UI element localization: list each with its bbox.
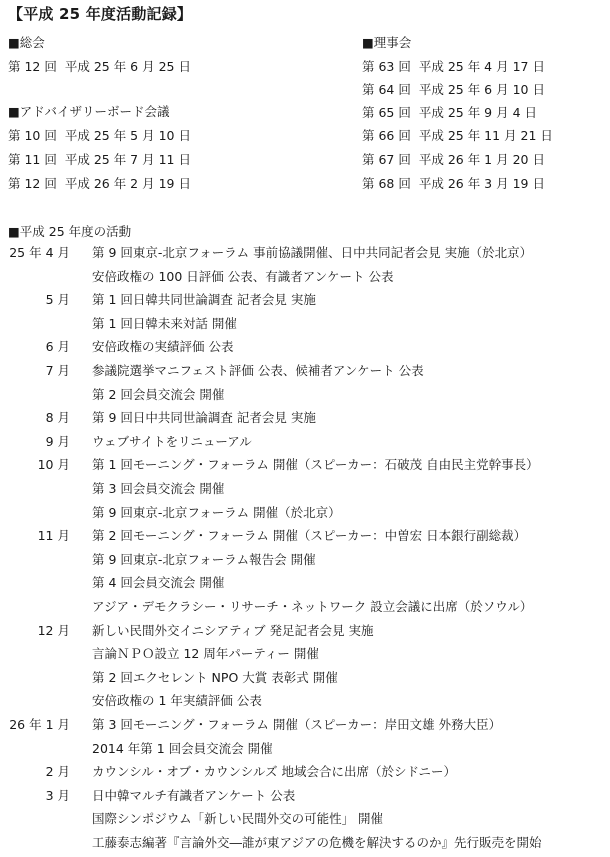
activity-row: [0, 314, 610, 338]
activity-row: [0, 479, 610, 503]
board-item: [362, 80, 545, 98]
activity-row: [0, 290, 610, 314]
activity-text: 国際シンポジウム「新しい民間外交の可能性」 開催: [92, 811, 384, 827]
meeting-date: 平成 25 年 9 月 4 日: [418, 105, 538, 120]
activity-row: [0, 644, 610, 668]
activity-row: [0, 243, 610, 267]
meeting-number: 第 12 回: [8, 59, 57, 74]
meeting-date: 平成 25 年 7 月 11 日: [64, 152, 191, 167]
meeting-date: 平成 25 年 6 月 25 日: [64, 59, 191, 74]
activity-text: 第 9 回東京-北京フォーラム 開催（於北京）: [92, 504, 341, 520]
activities-heading: ■平成 25 年度の活動: [8, 224, 132, 239]
activity-row: [0, 786, 610, 810]
activity-text: 第 2 回モーニング・フォーラム 開催（スピーカー：中曽宏 日本銀行副総裁）: [92, 528, 527, 544]
board-item: [362, 126, 553, 144]
activity-row: [0, 668, 610, 692]
meeting-number: 第 11 回: [8, 152, 57, 167]
activity-row: [0, 361, 610, 385]
activity-row: [0, 739, 610, 763]
activity-text: 第 1 回モーニング・フォーラム 開催（スピーカー：石破茂 自由民主党幹事長）: [92, 457, 539, 473]
activity-text: カウンシル・オブ・カウンシルズ 地域会合に出席（於シドニー）: [92, 764, 456, 780]
activity-text: 安倍政権の実績評価 公表: [92, 339, 234, 355]
advisory-board-heading: ■アドバイザリーボード会議: [8, 104, 170, 119]
activity-row: [0, 550, 610, 574]
meeting-date: 平成 25 年 5 月 10 日: [64, 128, 191, 143]
meeting-number: 第 12 回: [8, 176, 57, 191]
activity-text: 第 9 回東京-北京フォーラム 事前協議開催、日中共同記者会見 実施（於北京）: [92, 245, 533, 260]
advisory-board-item: [8, 126, 191, 144]
activity-text: 参議院選挙マニフェスト評価 公表、候補者アンケート 公表: [92, 363, 424, 378]
meeting-number: 第 65 回: [362, 105, 411, 120]
activity-month: 7 月: [45, 363, 70, 378]
board-item: [362, 57, 545, 75]
activity-month: 12 月: [37, 622, 70, 638]
board-heading: ■理事会: [362, 35, 412, 50]
activity-row: [0, 385, 610, 409]
activity-row: [0, 455, 610, 479]
activity-text: 第 1 回日韓共同世論調査 記者会見 実施: [92, 292, 316, 308]
activity-text: 第 3 回モーニング・フォーラム 開催（スピーカー：岸田文雄 外務大臣）: [92, 717, 502, 732]
meeting-date: 平成 25 年 11 月 21 日: [418, 128, 553, 143]
board-item: [362, 103, 537, 121]
activity-text: 安倍政権の 1 年実績評価 公表: [92, 693, 262, 709]
activity-row: [0, 809, 610, 833]
activity-month: 5 月: [45, 292, 70, 308]
activity-text: 日中韓マルチ有識者アンケート 公表: [92, 787, 296, 803]
meeting-number: 第 63 回: [362, 59, 411, 74]
activity-month: 6 月: [45, 339, 70, 355]
activity-text: 2014 年第 1 回会員交流会 開催: [92, 740, 273, 756]
activity-month: 10 月: [37, 457, 70, 473]
activity-row: [0, 621, 610, 645]
general-assembly-item: [8, 57, 191, 75]
activity-text: 第 9 回日中共同世論調査 記者会見 実施: [92, 410, 316, 426]
activity-row: [0, 573, 610, 597]
activity-month: 3 月: [45, 787, 70, 803]
activity-text: 第 2 回エクセレント NPO 大賞 表彰式 開催: [92, 669, 338, 685]
meeting-date: 平成 25 年 4 月 17 日: [418, 59, 545, 74]
activity-text: 第 1 回日韓未来対話 開催: [92, 315, 237, 331]
meeting-date: 平成 26 年 3 月 19 日: [418, 176, 545, 191]
general-assembly-heading: ■総会: [8, 35, 45, 50]
activity-text: 第 2 回会員交流会 開催: [92, 386, 225, 402]
activity-row: [0, 762, 610, 786]
activity-text: ウェブサイトをリニューアル: [92, 433, 252, 449]
activity-row: [0, 715, 610, 739]
activity-text: 第 3 回会員交流会 開催: [92, 481, 225, 496]
board-item: [362, 150, 545, 168]
activity-month: 2 月: [45, 764, 70, 780]
activity-row: [0, 597, 610, 621]
activity-row: [0, 337, 610, 361]
activity-row: [0, 526, 610, 550]
activity-text: 言論ＮＰＯ設立 12 周年パーティー 開催: [92, 646, 319, 662]
meeting-date: 平成 25 年 6 月 10 日: [418, 82, 545, 97]
meeting-number: 第 10 回: [8, 128, 57, 143]
advisory-board-item: [8, 174, 191, 192]
meeting-number: 第 66 回: [362, 128, 411, 143]
activity-text: 新しい民間外交イニシアティブ 発足記者会見 実施: [92, 622, 374, 638]
board-item: [362, 174, 545, 192]
activity-month: 26 年 1 月: [9, 717, 70, 732]
meeting-number: 第 67 回: [362, 152, 411, 167]
activity-text: 第 9 回東京-北京フォーラム報告会 開催: [92, 551, 316, 567]
activity-row: [0, 432, 610, 456]
activity-text: 第 4 回会員交流会 開催: [92, 575, 225, 591]
meeting-date: 平成 26 年 1 月 20 日: [418, 152, 545, 167]
activity-text: アジア・デモクラシー・リサーチ・ネットワーク 設立会議に出席（於ソウル）: [92, 599, 533, 614]
activity-row: [0, 267, 610, 291]
activity-month: 9 月: [45, 433, 70, 449]
advisory-board-item: [8, 150, 191, 168]
activity-text: 安倍政権の 100 日評価 公表、有識者アンケート 公表: [92, 268, 394, 284]
activity-row: [0, 503, 610, 527]
activity-row: [0, 691, 610, 715]
activity-row: [0, 408, 610, 432]
activity-text: 工藤泰志編著『言論外交―誰が東アジアの危機を解決するのか』先行販売を開始: [92, 835, 542, 850]
meeting-number: 第 68 回: [362, 176, 411, 191]
activity-month: 8 月: [45, 410, 70, 426]
activity-month: 25 年 4 月: [9, 245, 70, 260]
meeting-number: 第 64 回: [362, 82, 411, 97]
meeting-date: 平成 26 年 2 月 19 日: [64, 176, 191, 191]
page-title: 【平成 25 年度活動記録】: [8, 5, 193, 23]
activity-month: 11 月: [37, 528, 70, 544]
activity-row: [0, 833, 610, 857]
